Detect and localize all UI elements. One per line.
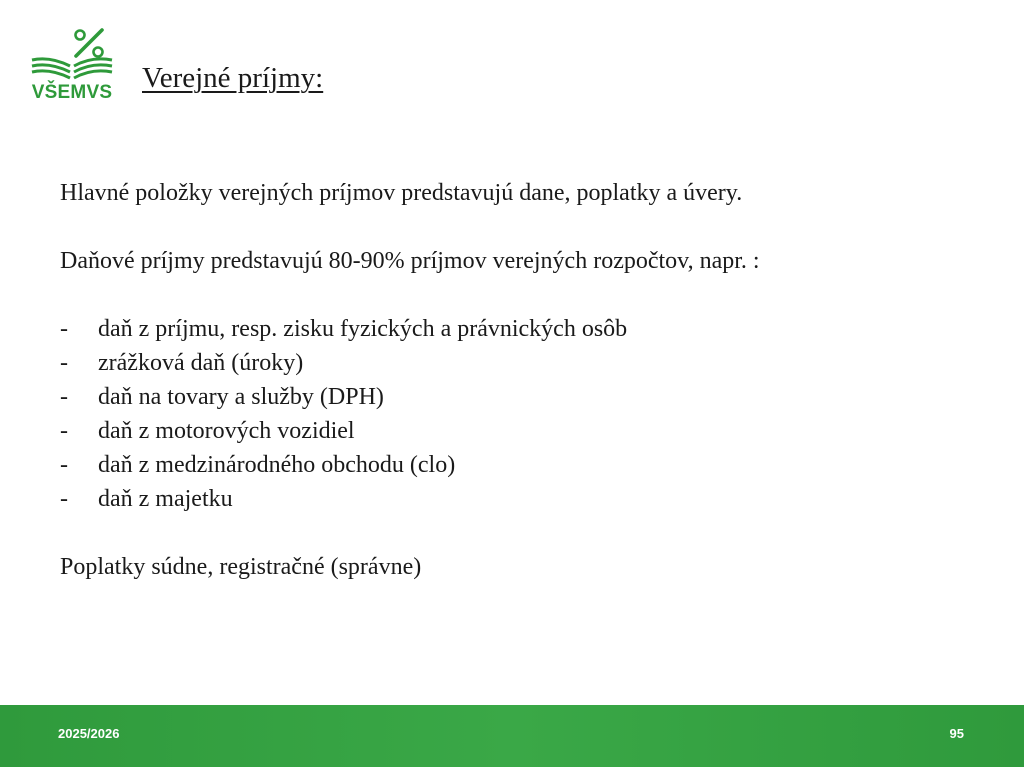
slide-title: Verejné príjmy: [142,62,324,94]
list-item-text: daň na tovary a služby (DPH) [98,384,384,410]
bullet-dash: - [60,418,68,444]
list-item [60,346,990,380]
list-item [60,482,990,516]
list-item-text: daň z príjmu, resp. zisku fyzických a právnických osôb [98,316,628,342]
bullet-dash: - [60,486,68,512]
footer-page-number: 95 [949,726,964,741]
list-item [60,380,990,414]
bullet-dash: - [60,452,68,478]
footer-bar [0,705,1024,767]
paragraph-fees: Poplatky súdne, registračné (správne) [60,554,422,580]
list-item [60,414,990,448]
list-item [60,312,990,346]
bullet-dash: - [60,350,68,376]
spacer [60,516,990,550]
vsemvs-logo [26,26,118,106]
list-item-text: daň z medzinárodného obchodu (clo) [98,452,456,478]
list-item [60,448,990,482]
spacer [60,278,990,312]
paragraph-main-items: Hlavné položky verejných príjmov predstavujú dane, poplatky a úvery. [60,180,743,206]
paragraph-tax-revenue: Daňové príjmy predstavujú 80-90% príjmov verejných rozpočtov, napr. : [60,248,760,274]
list-item-text: daň z majetku [98,486,233,512]
list-item-text: daň z motorových vozidiel [98,418,355,444]
bullet-dash: - [60,384,68,410]
footer-academic-year: 2025/2026 [58,726,120,741]
bullet-dash: - [60,316,68,342]
list-item-text: zrážková daň (úroky) [98,350,304,376]
tax-list [60,312,990,516]
slide-content [60,176,990,584]
book-percent-icon [26,26,118,84]
logo-text: VŠEMVS [31,82,113,103]
spacer [60,210,990,244]
